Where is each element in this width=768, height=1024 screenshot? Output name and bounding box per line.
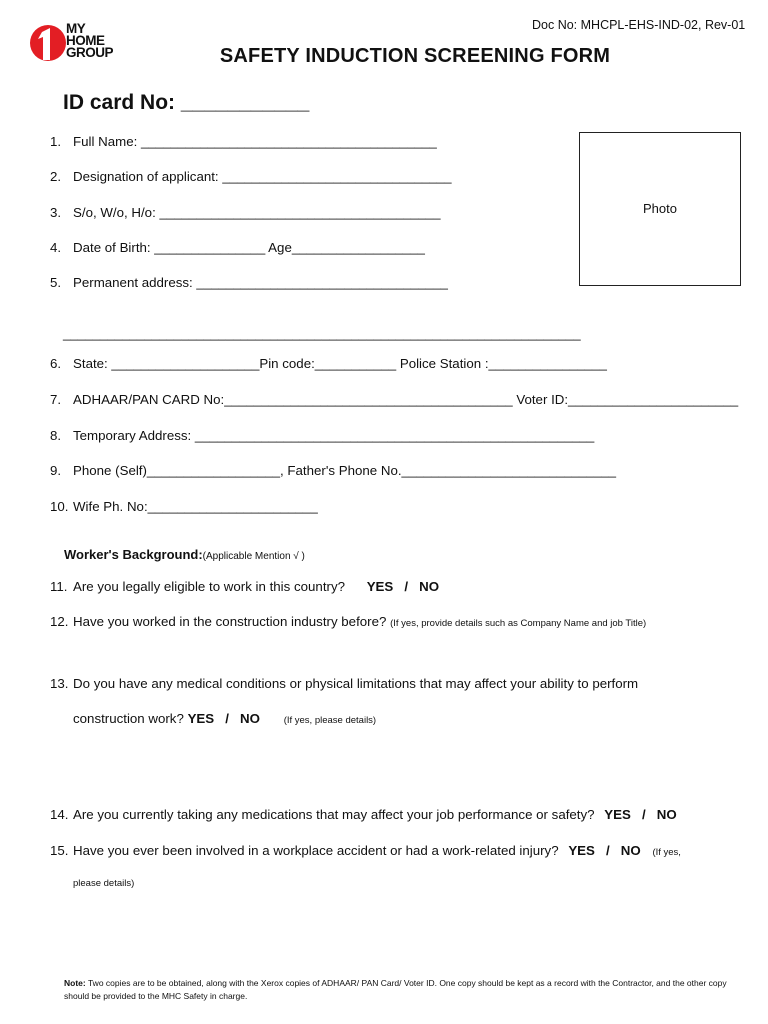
id-card-field[interactable]: ID card No: ___________	[63, 91, 310, 114]
question-15-note: (If yes,	[652, 847, 681, 858]
field-wife-phone[interactable]: 10. Wife Ph. No:_______________________	[50, 499, 318, 514]
note-label: Note:	[64, 978, 86, 988]
question-15-note-continued: please details)	[73, 878, 135, 889]
field-permanent-address[interactable]: 5. Permanent address: __________________________________	[50, 275, 448, 290]
question-13-note: (If yes, please details)	[283, 715, 377, 726]
question-12-note: (If yes, provide details such as Company Name and job Title)	[390, 618, 647, 629]
field-designation[interactable]: 2. Designation of applicant: _______________________________	[50, 169, 452, 184]
yes-no-options: YES / NO	[568, 843, 641, 858]
question-13[interactable]: 13. Do you have any medical conditions or physical limitations that may affect your ability to perform	[50, 676, 639, 691]
yes-no-options: YES / NO	[366, 579, 440, 594]
yes-no-options: YES / NO	[604, 807, 677, 822]
field-temporary-address[interactable]: 8. Temporary Address: ______________________________________________________	[50, 428, 595, 443]
question-11[interactable]: 11. Are you legally eligible to work in this country? YES / NO	[50, 579, 440, 594]
question-15[interactable]: 15. Have you ever been involved in a workplace accident or had a work-related injury? YES / NO (If yes,	[50, 843, 681, 858]
field-dob-age[interactable]: 4. Date of Birth: _______________ Age__________________	[50, 240, 425, 255]
photo-box[interactable]	[579, 132, 741, 286]
field-state-pin-police[interactable]: 6. State: ____________________Pin code:___________ Police Station :________________	[50, 356, 607, 371]
field-permanent-address-line2[interactable]: ______________________________________________________________________	[63, 326, 581, 341]
doc-number: Doc No: MHCPL-EHS-IND-02, Rev-01	[532, 18, 746, 32]
note-text: Two copies are to be obtained, along with the Xerox copies of ADHAAR/ PAN Card/ Voter ID. One copy should be kept as a record with the Contractor, and the other copy should be provided to the MHC Safety in charge.	[64, 978, 727, 1001]
worker-background-heading: Worker's Background:(Applicable Mention √ )	[64, 547, 305, 562]
yes-no-options: YES / NO	[187, 711, 260, 726]
footer-note	[64, 977, 744, 1003]
field-relation[interactable]: 3. S/o, W/o, H/o: ______________________________________	[50, 205, 441, 220]
question-13-continued[interactable]: construction work? YES / NO (If yes, please details)	[73, 711, 377, 726]
field-phones[interactable]: 9. Phone (Self)__________________, Father's Phone No._____________________________	[50, 463, 617, 478]
field-adhaar-voter[interactable]: 7. ADHAAR/PAN CARD No:_______________________________________ Voter ID:_______________________	[50, 392, 739, 407]
question-12[interactable]: 12. Have you worked in the construction industry before? (If yes, provide details such as Company Name and job Title)	[50, 614, 647, 629]
background-heading-note: (Applicable Mention √ )	[202, 551, 305, 562]
logo-text: MY HOME GROUP	[66, 21, 114, 60]
form-title: SAFETY INDUCTION SCREENING FORM	[219, 45, 611, 67]
photo-label: Photo	[643, 201, 677, 216]
field-full-name[interactable]: 1. Full Name: ________________________________________	[50, 134, 437, 149]
question-14[interactable]: 14. Are you currently taking any medications that may affect your job performance or safety? YES / NO	[50, 807, 677, 822]
